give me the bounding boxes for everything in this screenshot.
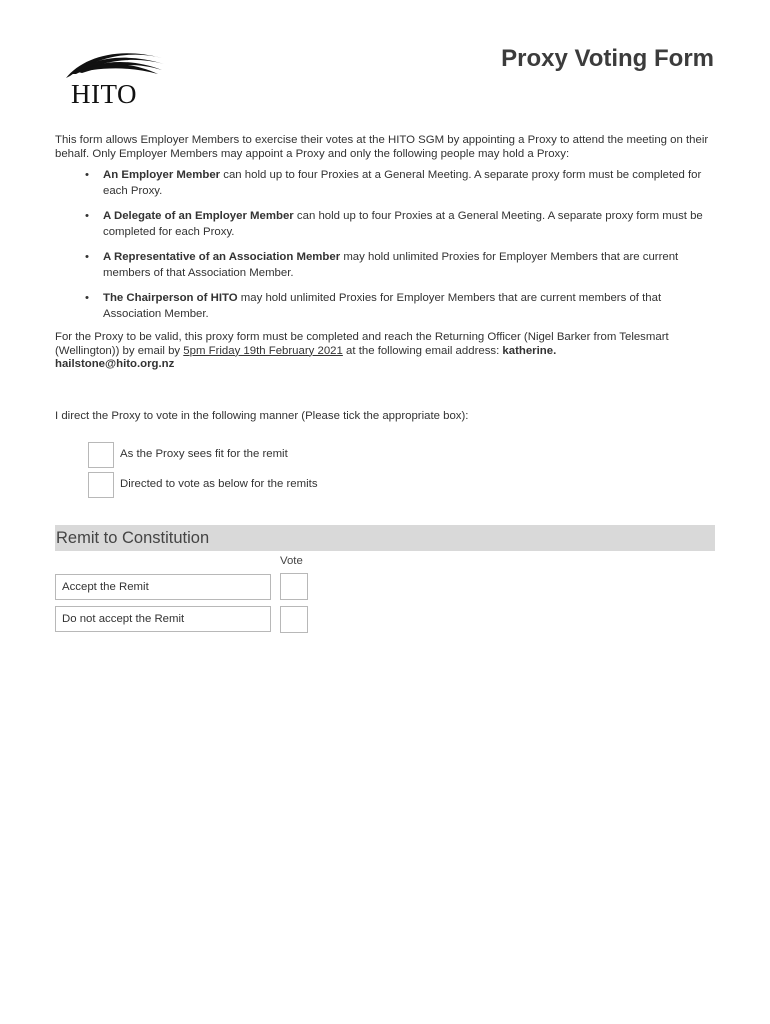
logo-wordmark: HITO <box>71 79 137 109</box>
proxy-holder-list <box>55 167 717 322</box>
remit-section-heading <box>55 525 715 551</box>
remit-row-accept: Accept the Remit <box>55 574 271 600</box>
intro-paragraph: This form allows Employer Members to exercise their votes at the HITO SGM by appointing a Proxy to attend the meeting on their behalf. Only Employer Members may appoint a Proxy and only the following people may hold a Proxy: <box>55 134 709 160</box>
rule-text: can hold up to four Proxies at a General Meeting. A separate proxy form must be completed for each Proxy. <box>103 210 703 238</box>
returning-officer-email[interactable]: katherine. hailstone@hito.org.nz <box>55 344 557 370</box>
directed-checkbox[interactable] <box>88 472 114 498</box>
rule-lead: A Representative of an Association Member <box>103 251 341 263</box>
validity-text: For the Proxy to be valid, this proxy form must be completed and reach the Returning Officer (Nigel Barker from Telesmart (Wellington)) by email by <box>55 331 669 357</box>
vote-column-header: Vote <box>280 555 303 567</box>
option-label: Directed to vote as below for the remits <box>120 478 318 491</box>
list-item <box>103 290 717 322</box>
decline-remit-checkbox[interactable] <box>280 606 308 633</box>
validity-paragraph <box>55 331 717 372</box>
option-label: As the Proxy sees fit for the remit <box>120 448 288 461</box>
remit-row-decline: Do not accept the Remit <box>55 606 271 632</box>
option-sees-fit <box>88 442 717 468</box>
rule-lead: The Chairperson of HITO <box>103 292 238 304</box>
list-item <box>103 167 717 199</box>
remit-heading-text: Remit to Constitution <box>56 529 210 547</box>
form-body <box>55 134 717 502</box>
rule-text: can hold up to four Proxies at a General Meeting. A separate proxy form must be completed for each Proxy. <box>103 169 702 197</box>
rule-text: may hold unlimited Proxies for Employer Members that are current members of that Association Member. <box>103 251 679 279</box>
page-title: Proxy Voting Form <box>501 45 714 72</box>
list-item <box>103 208 717 240</box>
direction-options <box>88 442 717 498</box>
sees-fit-checkbox[interactable] <box>88 442 114 468</box>
rule-lead: An Employer Member <box>103 169 221 181</box>
rule-lead: A Delegate of an Employer Member <box>103 210 294 222</box>
validity-text-middle: at the following email address: <box>342 344 503 357</box>
rule-text: may hold unlimited Proxies for Employer Members that are current members of that Association Member. <box>103 292 662 320</box>
hito-logo <box>62 44 172 108</box>
option-directed <box>88 472 717 498</box>
direction-prompt: I direct the Proxy to vote in the following manner (Please tick the appropriate box): <box>55 409 469 422</box>
deadline-date: 5pm Friday 19th February 2021 <box>183 344 343 357</box>
logo-swoosh-icon <box>62 44 172 84</box>
accept-remit-checkbox[interactable] <box>280 573 308 600</box>
list-item <box>103 249 717 281</box>
